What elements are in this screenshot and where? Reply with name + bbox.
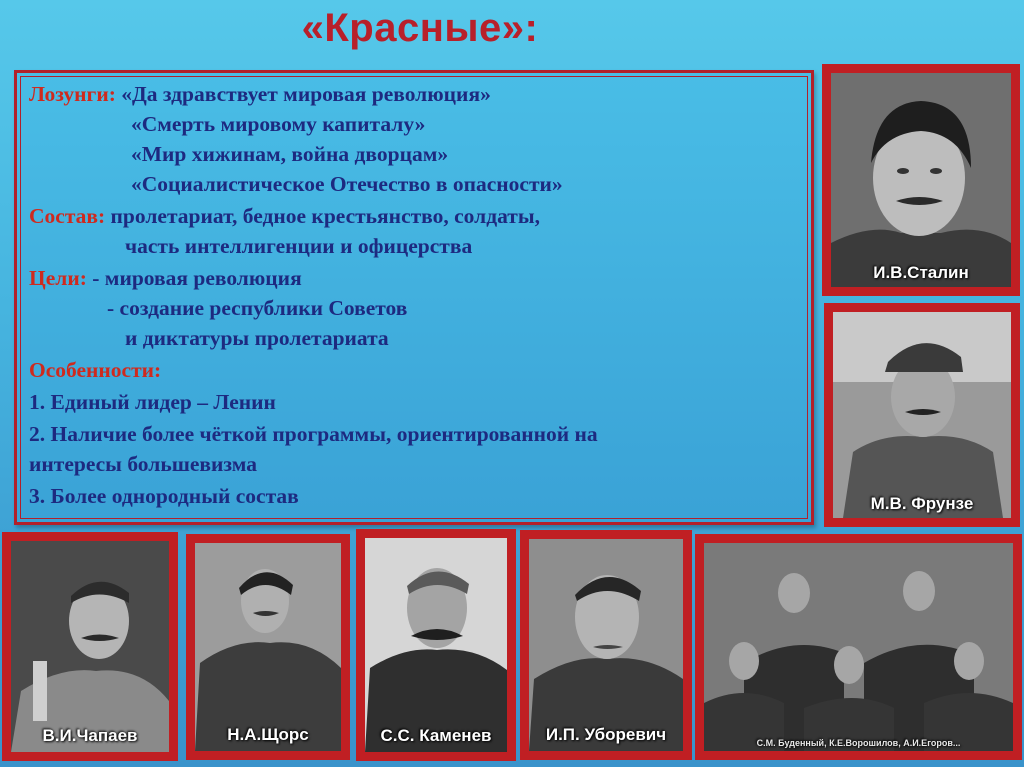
portrait-photo-kamenev <box>365 538 507 752</box>
composition-label: Состав: <box>29 204 106 228</box>
portrait-image <box>704 543 1013 751</box>
portrait-photo-frunze <box>833 312 1011 518</box>
portrait-photo-stalin <box>831 73 1011 287</box>
portrait-image <box>195 543 341 751</box>
caption-group: С.М. Буденный, К.Е.Ворошилов, А.И.Егоров... <box>756 738 961 748</box>
portrait-image <box>11 541 169 752</box>
features-label: Особенности: <box>29 358 162 382</box>
composition-text: часть интеллигенции и офицерства <box>125 234 473 258</box>
goals-text: - мировая революция <box>92 266 302 290</box>
portrait-frame-stalin <box>822 64 1020 296</box>
slogan-item: «Мир хижинам, война дворцам» <box>131 142 449 166</box>
content-box <box>14 70 814 525</box>
portrait-frame-kamenev <box>356 529 516 761</box>
portrait-frame-uborevich <box>520 530 692 760</box>
portrait-photo-shchors <box>195 543 341 751</box>
caption-frunze: М.В. Фрунзе <box>870 494 974 513</box>
portrait-frame-group <box>695 534 1022 760</box>
composition-text: пролетариат, бедное крестьянство, солдаты, <box>110 204 541 228</box>
portrait-image <box>831 73 1011 287</box>
portrait-photo-group <box>704 543 1013 751</box>
portrait-frame-chapaev <box>2 532 178 761</box>
goals-text: и диктатуры пролетариата <box>125 326 389 350</box>
slogans-label: Лозунги: <box>29 82 116 106</box>
goals-label: Цели: <box>29 266 87 290</box>
portrait-frame-shchors <box>186 534 350 760</box>
slogan-item: «Социалистическое Отечество в опасности» <box>131 172 563 196</box>
caption-chapaev: В.И.Чапаев <box>42 726 138 745</box>
portrait-frame-frunze <box>824 303 1020 527</box>
slide-title: «Красные»: <box>301 6 539 50</box>
feature-item: 2. Наличие более чёткой программы, ориентированной на <box>29 422 598 446</box>
portrait-image <box>365 538 507 752</box>
caption-shchors: Н.А.Щорс <box>227 725 309 744</box>
composition-line-1 <box>29 201 540 231</box>
feature-item: 1. Единый лидер – Ленин <box>29 390 276 414</box>
goals-text: - создание республики Советов <box>107 296 408 320</box>
slogan-item: «Да здравствует мировая революция» <box>121 82 491 106</box>
caption-uborevich: И.П. Уборевич <box>545 725 667 744</box>
goals-line-1 <box>29 263 302 293</box>
slogan-item: «Смерть мировому капиталу» <box>131 112 426 136</box>
slogans-line-1 <box>29 79 491 109</box>
portrait-photo-chapaev <box>11 541 169 752</box>
portrait-photo-uborevich <box>529 539 683 751</box>
feature-item: интересы большевизма <box>29 452 257 476</box>
caption-kamenev: С.С. Каменев <box>380 726 492 745</box>
caption-stalin: И.В.Сталин <box>873 263 969 282</box>
portrait-image <box>529 539 683 751</box>
portrait-image <box>833 312 1011 518</box>
feature-item: 3. Более однородный состав <box>29 484 299 508</box>
